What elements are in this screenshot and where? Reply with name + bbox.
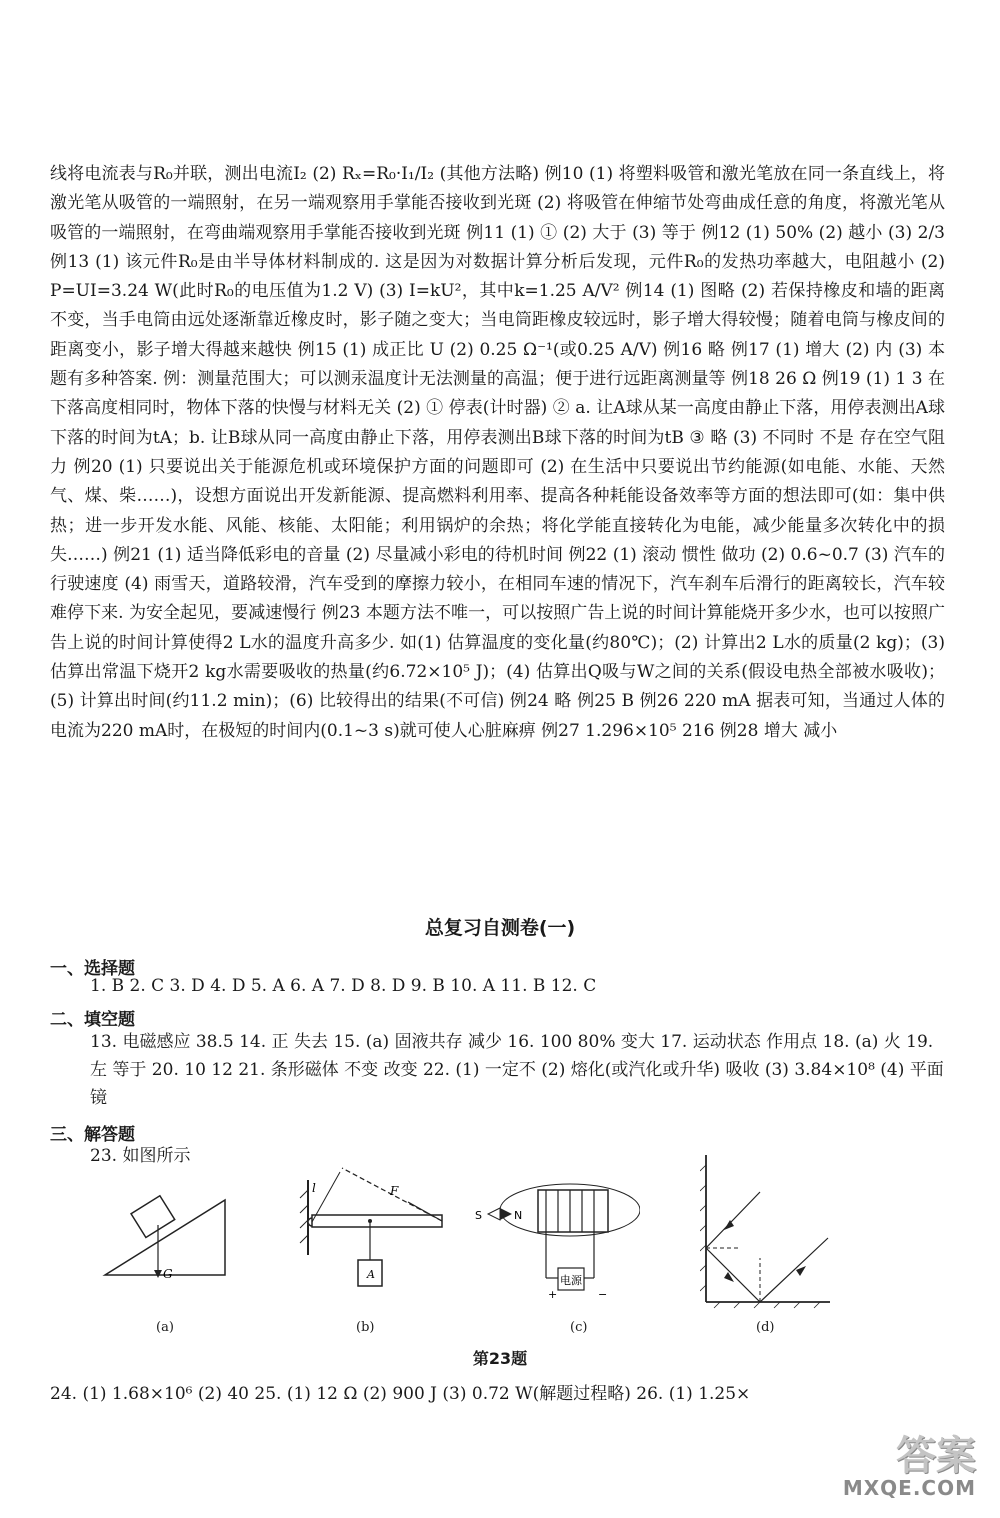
label-power: 电源 <box>560 1274 582 1287</box>
answers-continued-text: 线将电流表与R₀并联，测出电流I₂ (2) Rₓ=R₀·I₁/I₂ (其他方法略) 例10 (1) 将塑料吸管和激光笔放在同一条直线上，将激光笔从吸管的一端照射，在另一端观察用手掌能否接收到光斑 (2) 将吸管在伸缩节处弯曲成任意的角度，将激光笔从吸管的一端照射，在弯曲端观察用手掌能否接收到光斑 例11 (1) ① (2) 大于 (3) 等于 例12 (1) 50% (2) 越小 (3) 2/3 例13 (1) 该元件R₀是由半导体材料制成的. 这是因为对数据计算分析后发现，元件R₀的发热功率越大，电阻越小 (2) P=UI=3.24 W(此时R₀的电压值为1.2 V) (3) I=kU²，其中k=1.25 A/V² 例14 (1) 图略 (2) 若保持橡皮和墙的距离不变，当手电筒由远处逐渐靠近橡皮时，影子随之变大；当电筒距橡皮较远时，影子增大得较慢；随着电筒与橡皮间的距离变小，影子增大得越来越快 例15 (1) 成正比 U (2) 0.25 Ω⁻¹(或0.25 A/V) 例16 略 例17 (1) 增大 (2) 内 (3) 本题有多种答案. 例：测量范围大；可以测汞温度计无法测量的高温；便于进行远距离测量等 例18 26 Ω 例19 (1) 1 3 在下落高度相同时，物体下落的快慢与材料无关 (2) ① 停表(计时器) ② a. 让A球从某一高度由静止下落，用停表测出A球下落的时间为tA；b. 让B球从同一高度由静止下落，用停表测出B球下落的时间为tB ③ 略 (3) 不同时 不是 存在空气阻力 例20 (1) 只要说出关于能源危机或环境保护方面的问题即可 (2) 在生活中只要说出节约能源(如电能、水能、天然气、煤、柴……)，设想方面说出开发新能源、提高燃料利用率、提高各种耗能设备效率等方面的想法即可(如：集中供热；进一步开发水能、风能、核能、太阳能；利用锅炉的余热；将化学能直接转化为电能，减少能量多次转化中的损失……) 例21 (1) 适当降低彩电的音量 (2) 尽量减小彩电的待机时间 例22 (1) 滚动 惯性 做功 (2) 0.6~0.7 (3) 汽车的行驶速度 (4) 雨雪天，道路较滑，汽车受到的摩擦力较小，在相同车速的情况下，汽车刹车后滑行的距离较长，汽车较难停下来. 为安全起见，要减速慢行 例23 本题方法不唯一，可以按照广告上说的时间计算能烧开多少水，也可以按照广告上说的时间计算使得2 L水的温度升高多少. 如(1) 估算温度的变化量(约80℃)；(2) 计算出2 L水的质量(2 kg)；(3) 估算出常温下烧开2 kg水需要吸收的热量(约6.72×10⁵ J)；(4) 估算出Q吸与W之间的关系(假设电热全部被水吸收)；(5) 计算出时间(约11.2 min)；(6) 比较得出的结果(不可信) 例24 略 例25 B 例26 220 mA 据表可知，当通过人体的电流为220 mA时，在极短的时间内(0.1~3 s)就可使人心脏麻痹 例27 1.296×10⁵ 216 例28 增大 减小 <box>50 164 945 741</box>
test-title: 总复习自测卷(一) <box>424 917 576 939</box>
choice-answers: 1. B 2. C 3. D 4. D 5. A 6. A 7. D 8. D 9. B 10. A 11. B 12. C <box>90 976 597 996</box>
label-N: N <box>514 1209 523 1222</box>
answers-continued-paragraph <box>50 160 945 746</box>
label-minus: − <box>598 1288 608 1301</box>
caption-c: (c) <box>570 1320 588 1335</box>
q23-intro: 23. 如图所示 <box>90 1146 191 1166</box>
label-l: l <box>312 1181 316 1195</box>
figure-c-solenoid <box>470 1170 640 1305</box>
figure-d-mirrors <box>700 1150 840 1310</box>
figure-b-lever <box>290 1160 460 1300</box>
watermark-logo: 答案 <box>896 1433 976 1479</box>
label-plus: + <box>548 1288 558 1301</box>
choice-section-header: 一、选择题 <box>50 959 135 979</box>
fill-answers: 13. 电磁感应 38.5 14. 正 失去 15. (a) 固液共存 减少 16. 100 80% 变大 17. 运动状态 作用点 18. (a) 火 19. 左 等于 20. 10 12 21. 条形磁体 不变 改变 22. (1) 一定不 (2) 熔化(或汽化或升华) 吸收 (3) 3.84×10⁸ (4) 平面镜 <box>90 1032 944 1108</box>
label-F: F <box>390 1184 399 1198</box>
figure-title: 第23题 <box>472 1349 528 1368</box>
q24-line: 24. (1) 1.68×10⁶ (2) 40 25. (1) 12 Ω (2) 900 J (3) 0.72 W(解题过程略) 26. (1) 1.25× <box>50 1384 751 1404</box>
watermark-site: MXQE.COM <box>842 1476 976 1500</box>
caption-b: (b) <box>356 1320 375 1335</box>
solve-section-header: 三、解答题 <box>50 1125 135 1145</box>
caption-a: (a) <box>156 1320 174 1335</box>
label-S: S <box>475 1209 482 1222</box>
fill-section-header: 二、填空题 <box>50 1010 135 1030</box>
caption-d: (d) <box>756 1320 775 1335</box>
label-G: G <box>163 1267 173 1280</box>
label-A: A <box>367 1268 375 1281</box>
watermark <box>800 1424 980 1504</box>
figure-a-incline <box>100 1180 230 1280</box>
